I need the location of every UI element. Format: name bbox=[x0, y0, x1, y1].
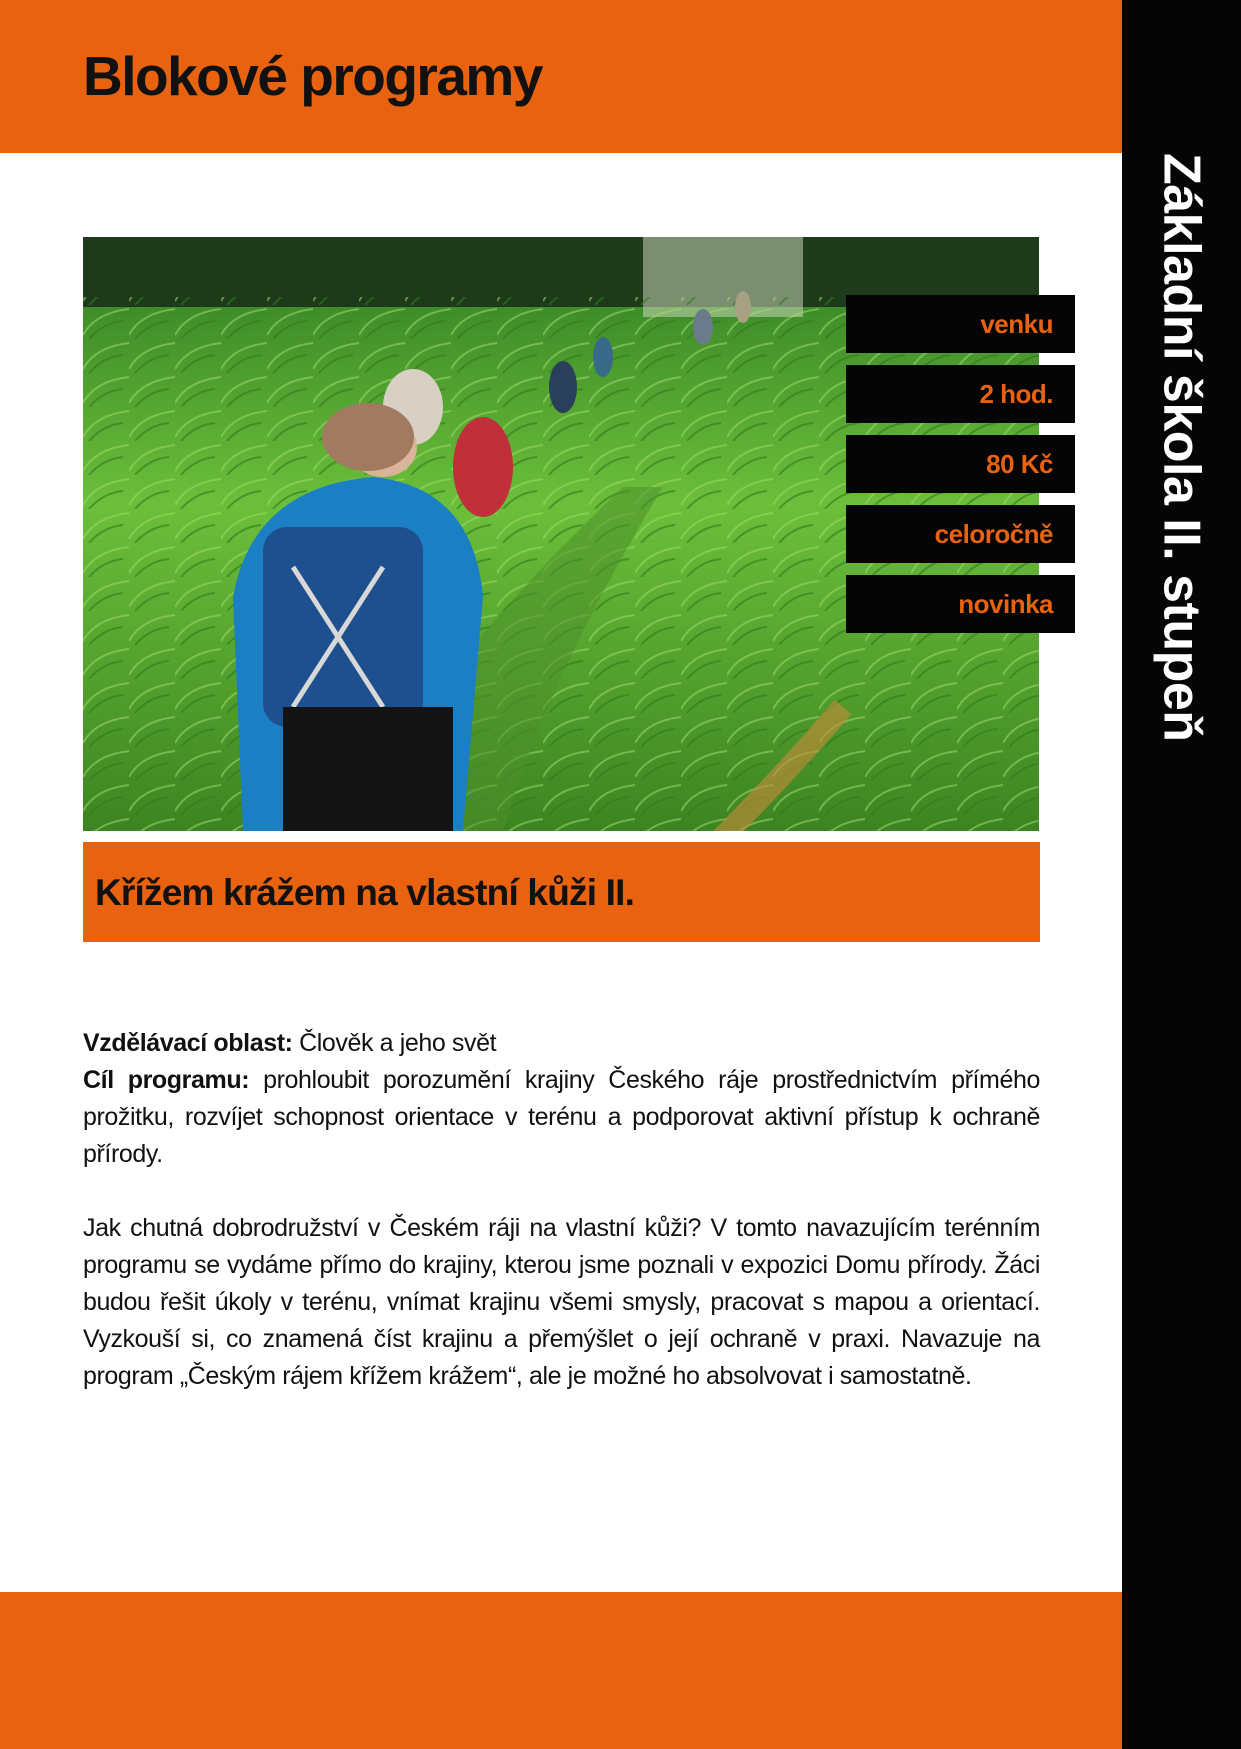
education-area-value: Člověk a jeho svět bbox=[299, 1029, 497, 1057]
tag-season: celoročně bbox=[846, 505, 1075, 563]
program-content bbox=[83, 1025, 1040, 1395]
program-title: Křížem krážem na vlastní kůži II. bbox=[95, 872, 635, 913]
footer-band bbox=[0, 1592, 1122, 1749]
education-area bbox=[83, 1025, 1040, 1062]
program-goal-value: prohloubit porozumění krajiny Českého ráje prostřednictvím přímého prožitku, rozvíjet schopnost orientace v terénu a podporovat aktivní přístup k ochraně přírody. bbox=[83, 1066, 1040, 1168]
tag-duration: 2 hod. bbox=[846, 365, 1075, 423]
program-title-bar bbox=[83, 842, 1040, 942]
sidebar-label bbox=[1122, 153, 1241, 783]
tag-price: 80 Kč bbox=[846, 435, 1075, 493]
education-area-label: Vzdělávací oblast: bbox=[83, 1029, 293, 1057]
paragraph-spacer bbox=[83, 1173, 1040, 1210]
header-band bbox=[0, 0, 1122, 153]
tag-location: venku bbox=[846, 295, 1075, 353]
tag-new: novinka bbox=[846, 575, 1075, 633]
page-title: Blokové programy bbox=[83, 45, 542, 107]
sidebar-text: Základní škola II. stupeň bbox=[1152, 153, 1211, 742]
program-goal bbox=[83, 1062, 1040, 1173]
program-description: Jak chutná dobrodružství v Českém ráji na vlastní kůži? V tomto navazujícím terénním programu se vydáme přímo do krajiny, kterou jsme poznali v expozici Domu přírody. Žáci budou řešit úkoly v terénu, vnímat krajinu všemi smysly, pracovat s mapou a orientací. Vyzkouší si, co znamená číst krajinu a přemýšlet o její ochraně v praxi. Navazuje na program „Českým rájem křížem krážem“, ale je možné ho absolvovat i samostatně. bbox=[83, 1214, 1040, 1390]
program-goal-label: Cíl programu: bbox=[83, 1066, 250, 1094]
program-tags bbox=[846, 295, 1075, 645]
